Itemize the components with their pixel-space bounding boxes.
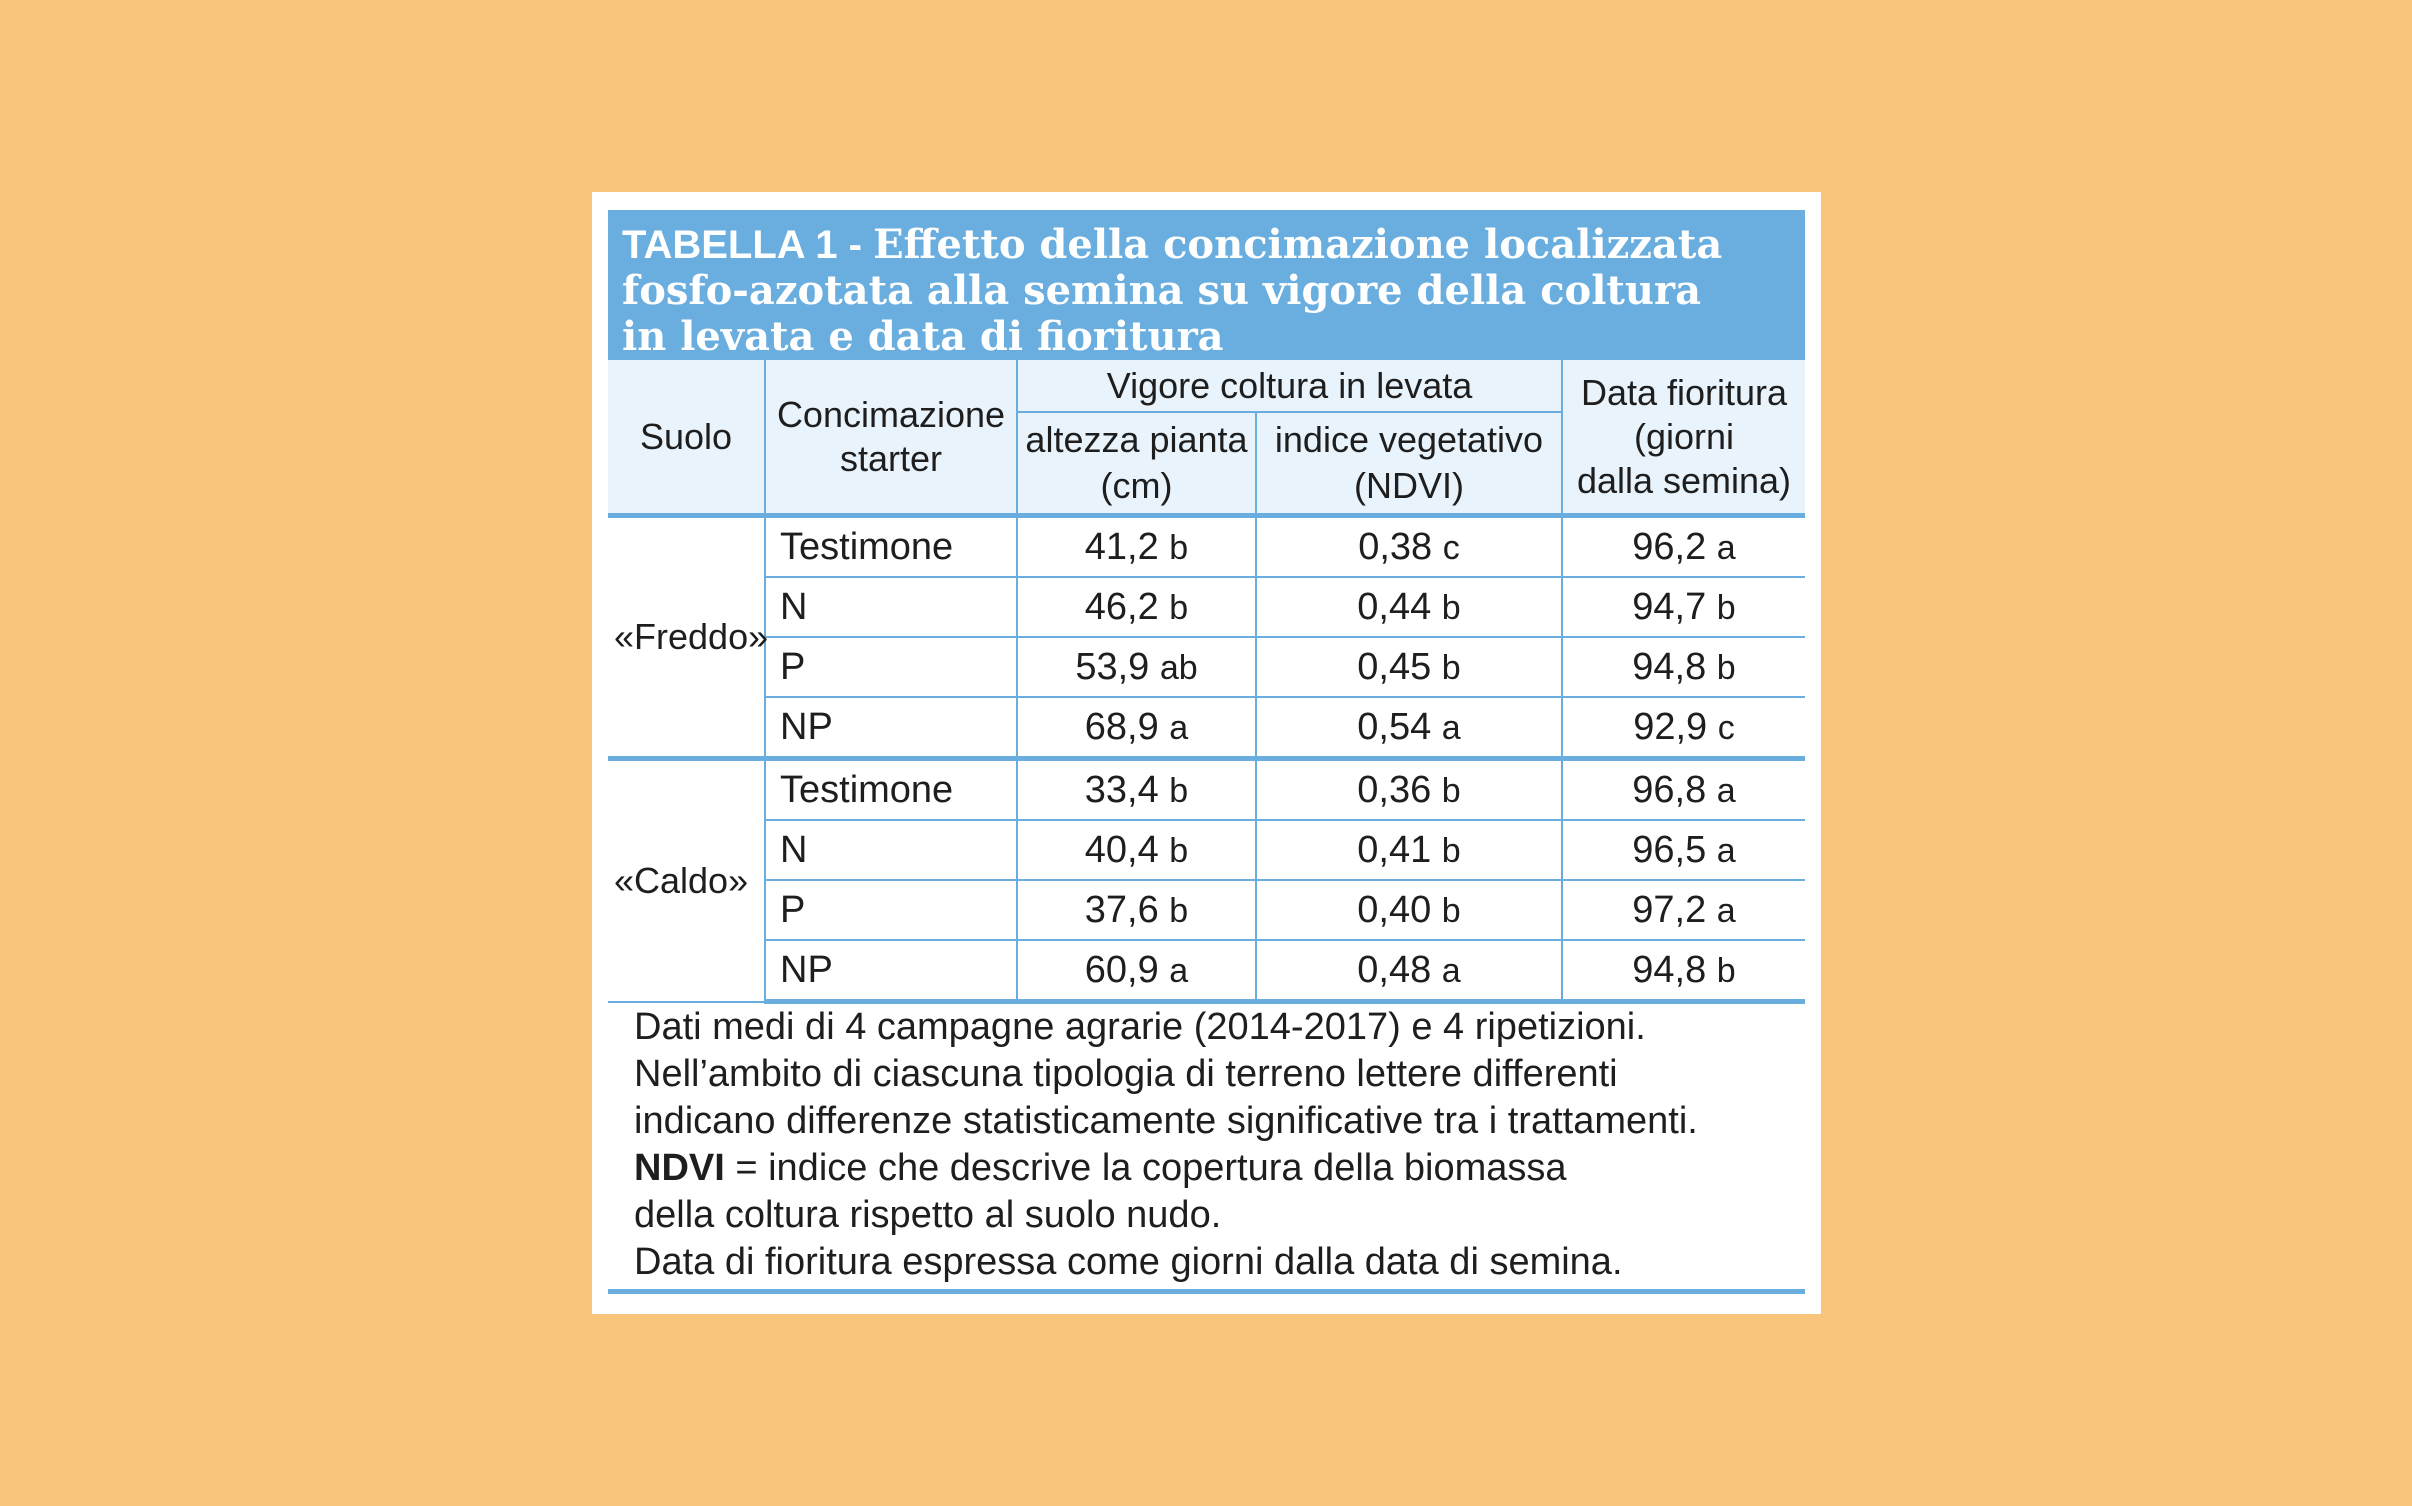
fioritura-cell-significance: b — [1716, 588, 1736, 627]
altezza-cell-value: 37,6 — [1084, 888, 1159, 931]
altezza-cell-value: 46,2 — [1084, 585, 1159, 628]
ndvi-cell-significance: a — [1441, 708, 1461, 747]
altezza-cell — [1017, 577, 1256, 637]
altezza-cell-significance: b — [1169, 528, 1189, 567]
table-row — [608, 516, 1805, 578]
note-line-5: della coltura rispetto al suolo nudo. — [634, 1194, 1222, 1236]
altezza-cell-value: 53,9 — [1075, 645, 1150, 688]
fioritura-cell-significance: a — [1716, 528, 1736, 567]
header-fioritura-line-2: (giorni — [1633, 415, 1735, 457]
fioritura-cell-value: 94,8 — [1632, 948, 1707, 991]
header-suolo: Suolo — [608, 360, 765, 516]
ndvi-cell — [1256, 940, 1562, 1002]
altezza-cell-significance: b — [1169, 771, 1189, 810]
altezza-cell — [1017, 697, 1256, 759]
table-notes — [634, 1004, 1784, 1286]
header-fioritura-line-3: dalla semina) — [1576, 459, 1792, 501]
table-title — [608, 210, 1805, 360]
note-line-4 — [634, 1145, 1784, 1192]
altezza-cell — [1017, 880, 1256, 940]
note-line-2: Nell’ambito di ciascuna tipologia di terreno lettere differenti — [634, 1053, 1618, 1095]
table-row — [608, 820, 1805, 880]
ndvi-cell — [1256, 697, 1562, 759]
title-line-3: in levata e data di fioritura — [622, 313, 1224, 360]
ndvi-cell — [1256, 759, 1562, 821]
fioritura-cell-value: 94,7 — [1632, 585, 1707, 628]
data-table — [608, 360, 1805, 1004]
ndvi-cell-significance: c — [1442, 528, 1460, 567]
ndvi-cell — [1256, 516, 1562, 578]
title-prefix: TABELLA 1 - — [622, 223, 874, 267]
treatment-cell: Testimone — [765, 516, 1017, 578]
ndvi-cell-value: 0,54 — [1357, 705, 1432, 748]
fioritura-cell — [1562, 577, 1805, 637]
note-ndvi-definition: = indice che descrive la copertura della biomassa — [724, 1147, 1567, 1189]
fioritura-cell-value: 96,5 — [1632, 828, 1707, 871]
ndvi-cell-significance: b — [1441, 648, 1461, 687]
bottom-rule — [608, 1289, 1805, 1294]
header-altezza: altezza pianta (cm) — [1017, 412, 1256, 516]
table-row — [608, 940, 1805, 1002]
altezza-cell-value: 33,4 — [1084, 768, 1159, 811]
note-line-3: indicano differenze statisticamente significative tra i trattamenti. — [634, 1100, 1698, 1142]
fioritura-cell — [1562, 637, 1805, 697]
note-ndvi-term: NDVI — [634, 1147, 725, 1189]
ndvi-cell-significance: b — [1441, 891, 1461, 930]
ndvi-cell-value: 0,48 — [1357, 948, 1432, 991]
fioritura-cell-significance: a — [1716, 891, 1736, 930]
fioritura-cell-value: 94,8 — [1632, 645, 1707, 688]
fioritura-cell-significance: a — [1716, 771, 1736, 810]
fioritura-cell — [1562, 940, 1805, 1002]
altezza-cell — [1017, 940, 1256, 1002]
altezza-cell-value: 68,9 — [1084, 705, 1159, 748]
altezza-cell-significance: b — [1169, 891, 1189, 930]
header-vigore: Vigore coltura in levata — [1017, 360, 1562, 412]
note-line-1: Dati medi di 4 campagne agrarie (2014-2017) e 4 ripetizioni. — [634, 1006, 1646, 1048]
fioritura-cell-value: 92,9 — [1633, 705, 1708, 748]
table-card — [592, 192, 1821, 1314]
ndvi-cell-significance: a — [1441, 951, 1461, 990]
altezza-cell — [1017, 516, 1256, 578]
fioritura-cell — [1562, 516, 1805, 578]
fioritura-cell-value: 97,2 — [1632, 888, 1707, 931]
title-line-2: fosfo-azotata alla semina su vigore della coltura — [622, 267, 1701, 314]
altezza-cell-value: 40,4 — [1084, 828, 1159, 871]
ndvi-cell-value: 0,44 — [1357, 585, 1432, 628]
header-fioritura — [1562, 360, 1805, 516]
altezza-cell-significance: a — [1169, 708, 1189, 747]
table-row — [608, 759, 1805, 821]
fioritura-cell — [1562, 697, 1805, 759]
note-line-6: Data di fioritura espressa come giorni dalla data di semina. — [634, 1241, 1623, 1283]
fioritura-cell-value: 96,8 — [1632, 768, 1707, 811]
altezza-cell-significance: ab — [1159, 648, 1198, 687]
treatment-cell: N — [765, 820, 1017, 880]
table-row — [608, 697, 1805, 759]
fioritura-cell — [1562, 759, 1805, 821]
ndvi-cell-significance: b — [1441, 588, 1461, 627]
altezza-cell-significance: a — [1169, 951, 1189, 990]
fioritura-cell-significance: a — [1716, 831, 1736, 870]
fioritura-cell — [1562, 820, 1805, 880]
header-concimazione: Concimazione starter — [765, 360, 1017, 516]
fioritura-cell-significance: c — [1717, 708, 1735, 747]
title-line-1 — [622, 210, 1805, 268]
altezza-cell-value: 41,2 — [1084, 525, 1159, 568]
treatment-cell: P — [765, 880, 1017, 940]
ndvi-cell-value: 0,45 — [1357, 645, 1432, 688]
ndvi-cell — [1256, 637, 1562, 697]
ndvi-cell-value: 0,38 — [1358, 525, 1433, 568]
altezza-cell-value: 60,9 — [1084, 948, 1159, 991]
fioritura-cell — [1562, 880, 1805, 940]
fioritura-cell-value: 96,2 — [1632, 525, 1707, 568]
table-row — [608, 577, 1805, 637]
treatment-cell: P — [765, 637, 1017, 697]
treatment-cell: Testimone — [765, 759, 1017, 821]
treatment-cell: NP — [765, 940, 1017, 1002]
ndvi-cell-value: 0,40 — [1357, 888, 1432, 931]
treatment-cell: NP — [765, 697, 1017, 759]
title-line-1-text: Effetto della concimazione localizzata — [873, 221, 1723, 268]
treatment-cell: N — [765, 577, 1017, 637]
header-ndvi: indice vegetativo (NDVI) — [1256, 412, 1562, 516]
fioritura-cell-significance: b — [1716, 648, 1736, 687]
altezza-cell — [1017, 820, 1256, 880]
ndvi-cell-value: 0,36 — [1357, 768, 1432, 811]
soil-cell: «Freddo» — [608, 516, 765, 759]
table-body — [608, 516, 1805, 1002]
altezza-cell — [1017, 637, 1256, 697]
altezza-cell — [1017, 759, 1256, 821]
table-row — [608, 880, 1805, 940]
ndvi-cell — [1256, 880, 1562, 940]
altezza-cell-significance: b — [1169, 588, 1189, 627]
altezza-cell-significance: b — [1169, 831, 1189, 870]
soil-cell: «Caldo» — [608, 759, 765, 1002]
ndvi-cell-value: 0,41 — [1357, 828, 1432, 871]
ndvi-cell-significance: b — [1441, 831, 1461, 870]
header-fioritura-line-1: Data fioritura — [1580, 371, 1788, 413]
ndvi-cell-significance: b — [1441, 771, 1461, 810]
fioritura-cell-significance: b — [1716, 951, 1736, 990]
ndvi-cell — [1256, 820, 1562, 880]
table-row — [608, 637, 1805, 697]
ndvi-cell — [1256, 577, 1562, 637]
